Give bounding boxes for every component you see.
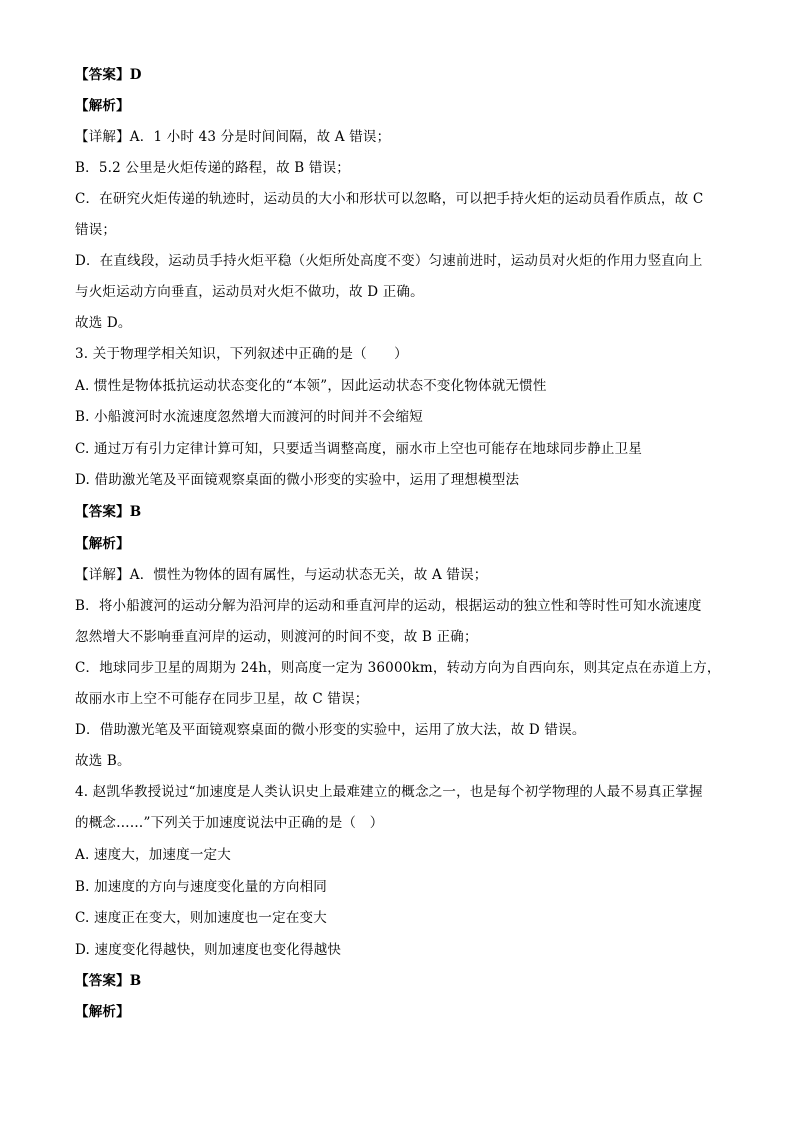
explanation-line: 故丽水市上空不可能存在同步卫星，故 C 错误； (75, 691, 369, 707)
analysis-label: 【解析】 (75, 1004, 130, 1020)
explanation-line: 【详解】A．1 小时 43 分是时间间隔，故 A 错误； (75, 129, 391, 145)
explanation-line: 忽然增大不影响垂直河岸的运动，则渡河的时间不变，故 B 正确； (75, 629, 478, 645)
explanation-line: 与火炬运动方向垂直，运动员对火炬不做功，故 D 正确。 (75, 284, 424, 300)
conclusion-line: 故选 D。 (75, 315, 132, 331)
question-4-option-a: A. 速度大，加速度一定大 (75, 847, 231, 863)
question-4-stem-continued: 的概念……”下列关于加速度说法中正确的是（ ） (75, 815, 384, 831)
explanation-line: B．5.2 公里是火炬传递的路程，故 B 错误； (75, 160, 350, 176)
analysis-label: 【解析】 (75, 98, 130, 114)
explanation-line: 【详解】A．惯性为物体的固有属性，与运动状态无关，故 A 错误； (75, 567, 488, 583)
question-4-stem: 4. 赵凯华教授说过“加速度是人类认识史上最难建立的概念之一，也是每个初学物理的人最不易真正掌握 (75, 784, 703, 800)
question-3-option-a: A. 惯性是物体抵抗运动状态变化的“本领”，因此运动状态不变化物体就无惯性 (75, 378, 547, 394)
question-4-option-d: D. 速度变化得越快，则加速度也变化得越快 (75, 942, 342, 958)
question-3-option-c: C. 通过万有引力定律计算可知，只要适当调整高度，丽水市上空也可能存在地球同步静止卫星 (75, 441, 643, 457)
question-3-option-d: D. 借助激光笔及平面镜观察桌面的微小形变的实验中，运用了理想模型法 (75, 472, 520, 488)
explanation-line: C．在研究火炬传递的轨迹时，运动员的大小和形状可以忽略，可以把手持火炬的运动员看作质点，故 C (75, 191, 704, 207)
explanation-line: 错误； (75, 222, 117, 238)
question-3-option-b: B. 小船渡河时水流速度忽然增大而渡河的时间并不会缩短 (75, 409, 423, 425)
explanation-line: D．借助激光笔及平面镜观察桌面的微小形变的实验中，运用了放大法，故 D 错误。 (75, 722, 586, 738)
explanation-line: C．地球同步卫星的周期为 24h，则高度一定为 36000km，转动方向为自西向东，则其定点在赤道上方， (75, 660, 721, 676)
question-4-option-b: B. 加速度的方向与速度变化量的方向相同 (75, 879, 328, 895)
answer-label: 【答案】D (75, 67, 142, 83)
conclusion-line: 故选 B。 (75, 753, 131, 769)
analysis-label: 【解析】 (75, 536, 130, 552)
question-4-option-c: C. 速度正在变大，则加速度也一定在变大 (75, 910, 327, 926)
answer-label: 【答案】B (75, 504, 142, 520)
question-3-stem: 3. 关于物理学相关知识，下列叙述中正确的是（ ） (75, 346, 408, 362)
answer-label: 【答案】B (75, 973, 142, 989)
explanation-line: B．将小船渡河的运动分解为沿河岸的运动和垂直河岸的运动，根据运动的独立性和等时性可知水流速度 (75, 598, 702, 614)
explanation-line: D．在直线段，运动员手持火炬平稳（火炬所处高度不变）匀速前进时，运动员对火炬的作用力竖直向上 (75, 253, 703, 269)
